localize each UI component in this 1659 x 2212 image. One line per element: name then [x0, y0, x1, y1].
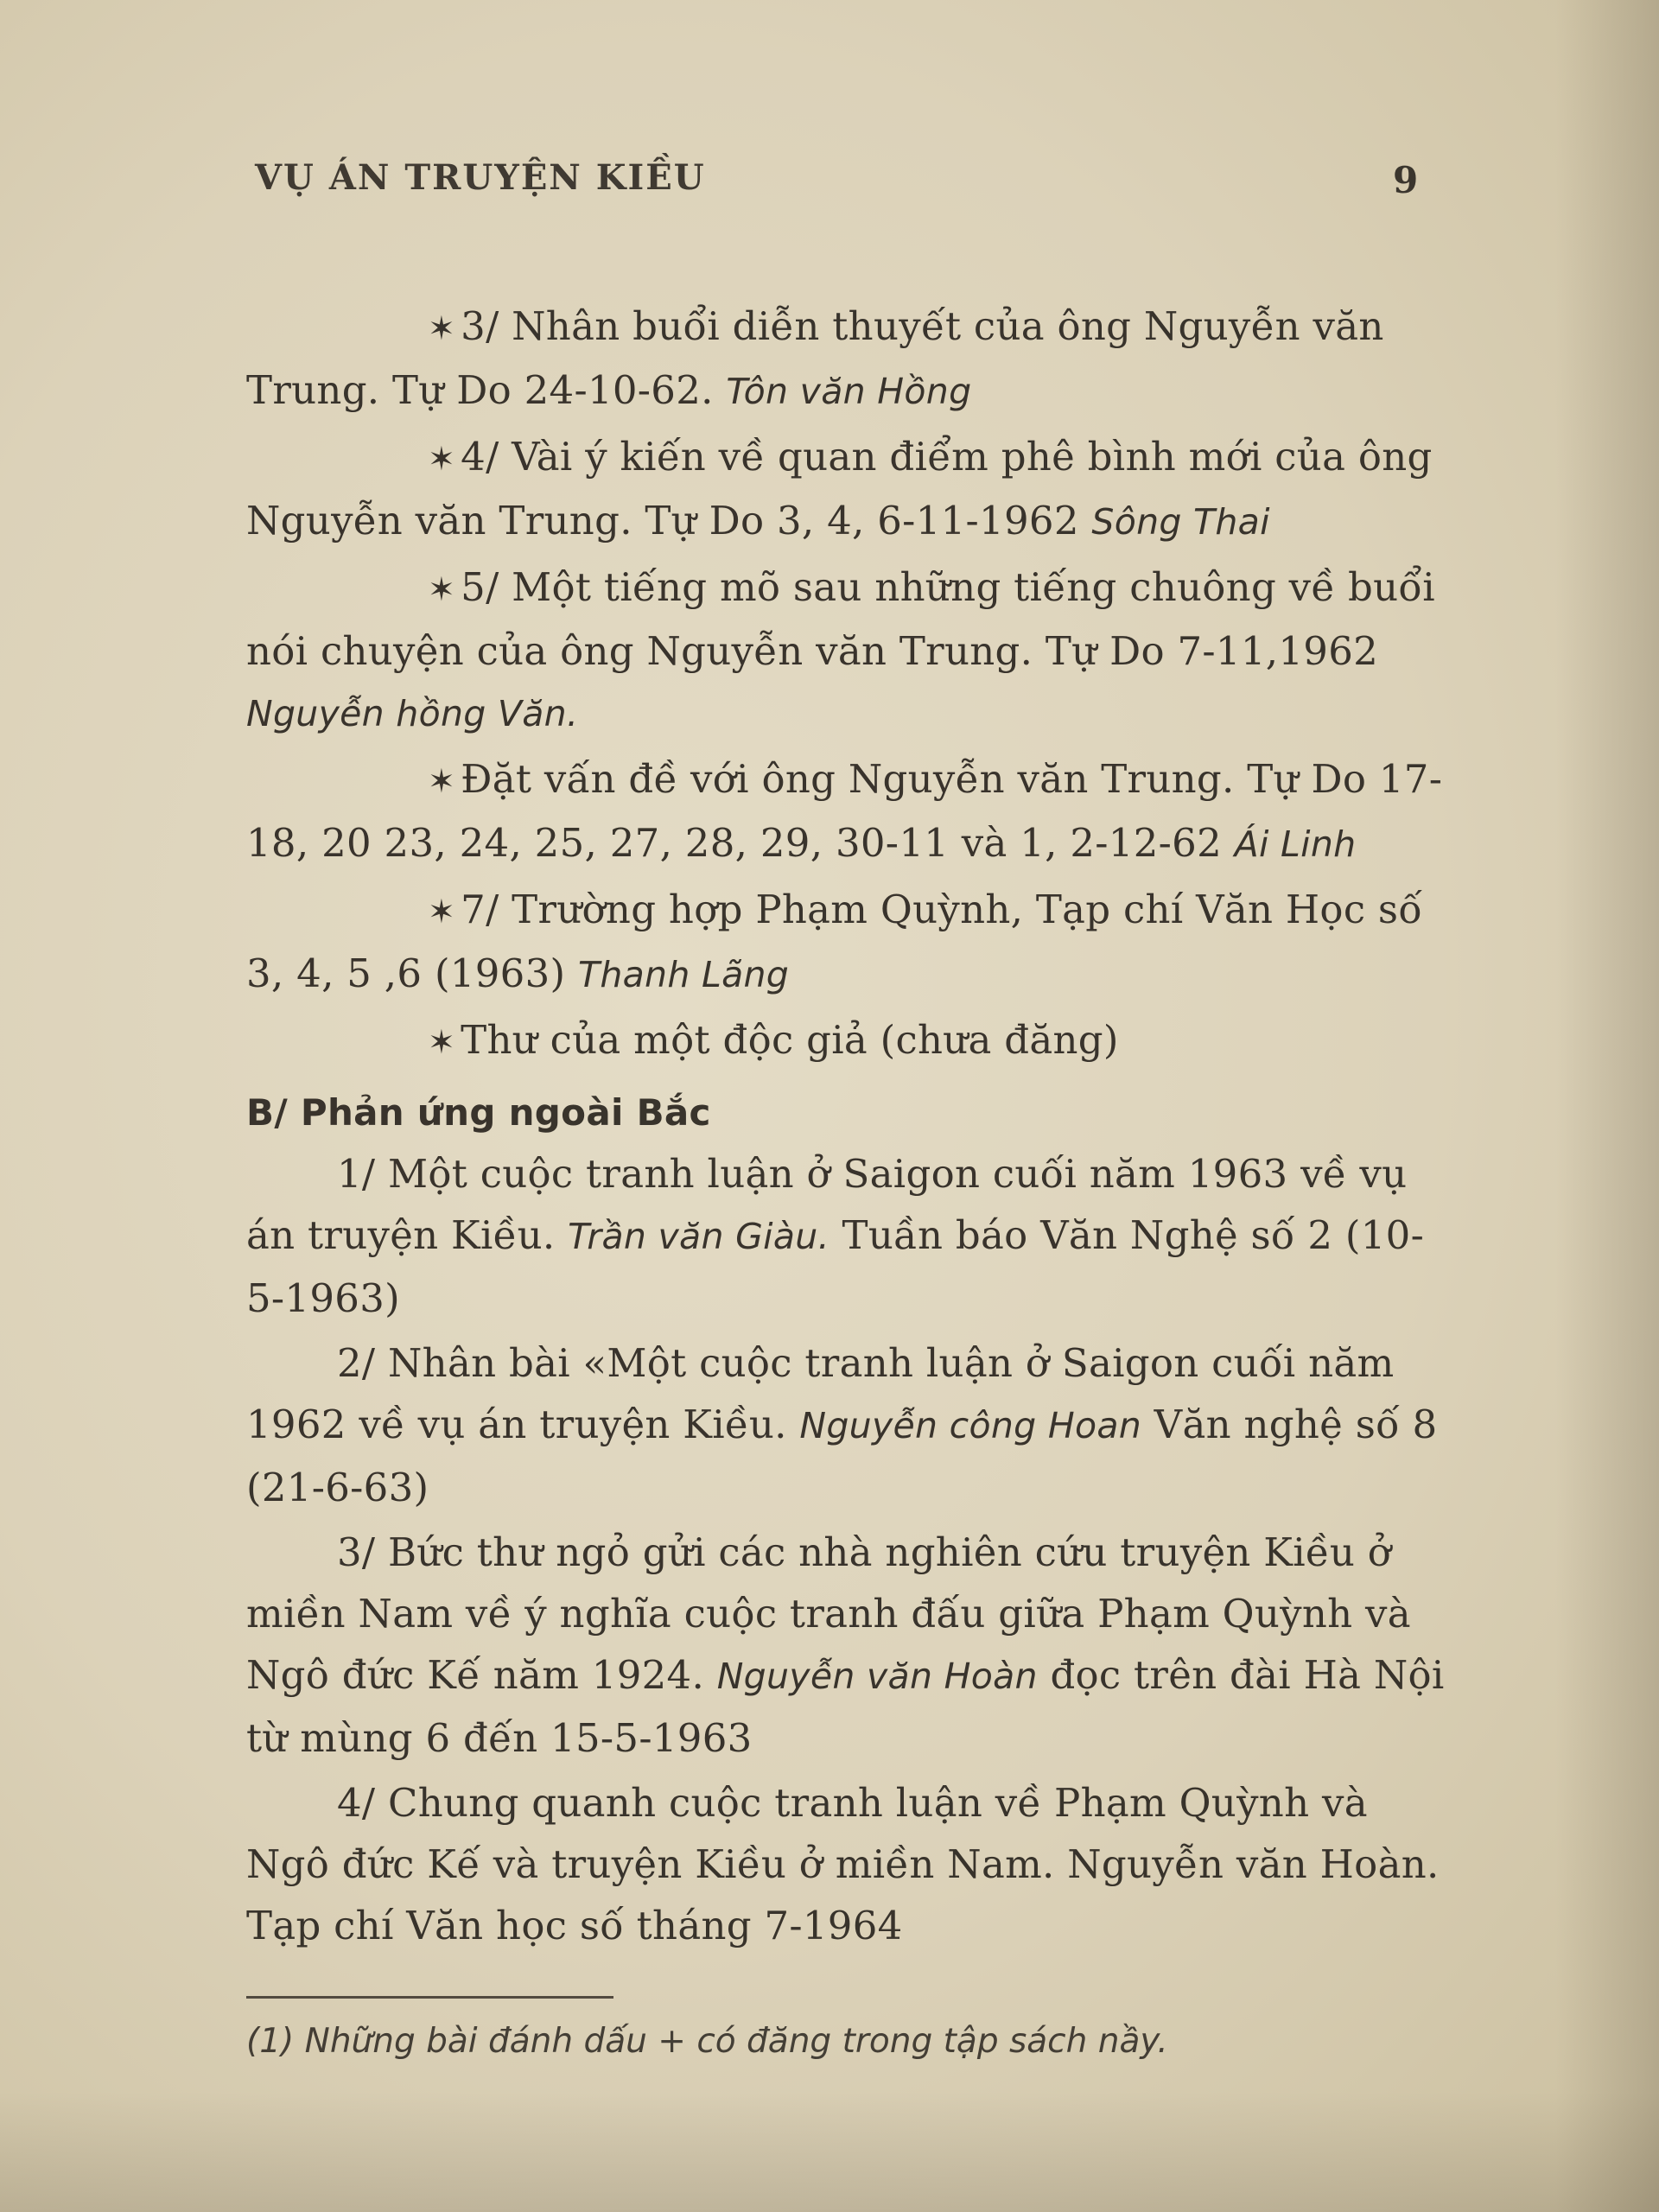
entry-author: Nguyễn công Hoan: [799, 1405, 1142, 1446]
running-title: VỤ ÁN TRUYỆN KIỀU: [255, 157, 706, 198]
page-edge-shadow-right: [1555, 0, 1659, 2212]
entry-text: 5/ Một tiếng mõ sau những tiếng chuông về buổi nói chuyện của ông Nguyễn văn Trung. Tự Do 7-11,1962: [246, 564, 1435, 674]
list-item: [246, 1143, 1447, 1329]
list-item: [246, 1522, 1447, 1769]
entry-text: Đặt vấn đề với ông Nguyễn văn Trung. Tự Do 17-18, 20 23, 24, 25, 27, 28, 29, 30-11 và 1, 2-12-62: [246, 756, 1443, 866]
star-marker-icon: ✶: [428, 1023, 456, 1061]
entry-source: đọc trên đài Hà Nội từ mùng 6 đến 15-5-1963: [246, 1652, 1445, 1761]
page-number: 9: [1393, 159, 1419, 201]
entry-author: Thanh Lãng: [578, 954, 790, 995]
bibliography-list: [246, 296, 1447, 1960]
footnote-divider: [246, 1996, 613, 1999]
entry-source: Tuần báo Văn Nghệ số 2 (10-5-1963): [246, 1212, 1425, 1321]
star-marker-icon: ✶: [428, 440, 456, 478]
entry-author: Sông Thai: [1091, 501, 1270, 543]
footnote: (1) Những bài đánh dấu + có đăng trong tập sách nầy.: [246, 2022, 1168, 2061]
star-marker-icon: ✶: [428, 893, 456, 931]
list-item: [246, 1009, 1447, 1073]
list-item: [246, 426, 1447, 553]
entry-author: Trần văn Giàu.: [568, 1216, 830, 1257]
entry-author: Ái Linh: [1234, 823, 1357, 865]
star-marker-icon: ✶: [428, 309, 456, 347]
entry-author: Tôn văn Hồng: [726, 371, 972, 412]
list-item: [246, 1772, 1447, 1956]
entry-text: Thư của một độc giả (chưa đăng): [461, 1017, 1119, 1063]
entry-text: 2/ Nhân bài «Một cuộc tranh luận ở Saigon cuối năm 1962 về vụ án truyện Kiều.: [246, 1340, 1395, 1447]
entry-text: 4/ Vài ý kiến về quan điểm phê bình mới của ông Nguyễn văn Trung. Tự Do 3, 4, 6-11-1962: [246, 434, 1433, 543]
entry-source: Văn nghệ số 8 (21-6-63): [246, 1402, 1438, 1510]
list-item: [246, 296, 1447, 423]
entry-author: Nguyễn hồng Văn.: [246, 693, 579, 734]
entry-text: 3/ Bức thư ngỏ gửi các nhà nghiên cứu truyện Kiều ở miền Nam về ý nghĩa cuộc tranh đấu giữa Phạm Quỳnh và Ngô đức Kế năm 1924.: [246, 1529, 1411, 1698]
list-item: [246, 748, 1447, 875]
list-item: [246, 1332, 1447, 1518]
entry-text: 1/ Một cuộc tranh luận ở Saigon cuối năm 1963 về vụ án truyện Kiều.: [246, 1151, 1408, 1258]
section-heading: B/ Phản ứng ngoài Bắc: [246, 1091, 711, 1134]
page-edge-shadow-bottom: [0, 2091, 1659, 2212]
list-item: [246, 879, 1447, 1006]
list-item: [246, 556, 1447, 745]
star-marker-icon: ✶: [428, 570, 456, 608]
star-marker-icon: ✶: [428, 762, 456, 800]
entry-author: Nguyễn văn Hoàn: [716, 1656, 1038, 1697]
entry-text: 4/ Chung quanh cuộc tranh luận về Phạm Quỳnh và Ngô đức Kế và truyện Kiều ở miền Nam. Nguyễn văn Hoàn. Tạp chí Văn học số tháng 7-1964: [246, 1780, 1440, 1948]
entry-text: 7/ Trường hợp Phạm Quỳnh, Tạp chí Văn Học số 3, 4, 5 ,6 (1963): [246, 887, 1423, 996]
entry-text: 3/ Nhân buổi diễn thuyết của ông Nguyễn văn Trung. Tự Do 24-10-62.: [246, 303, 1384, 413]
